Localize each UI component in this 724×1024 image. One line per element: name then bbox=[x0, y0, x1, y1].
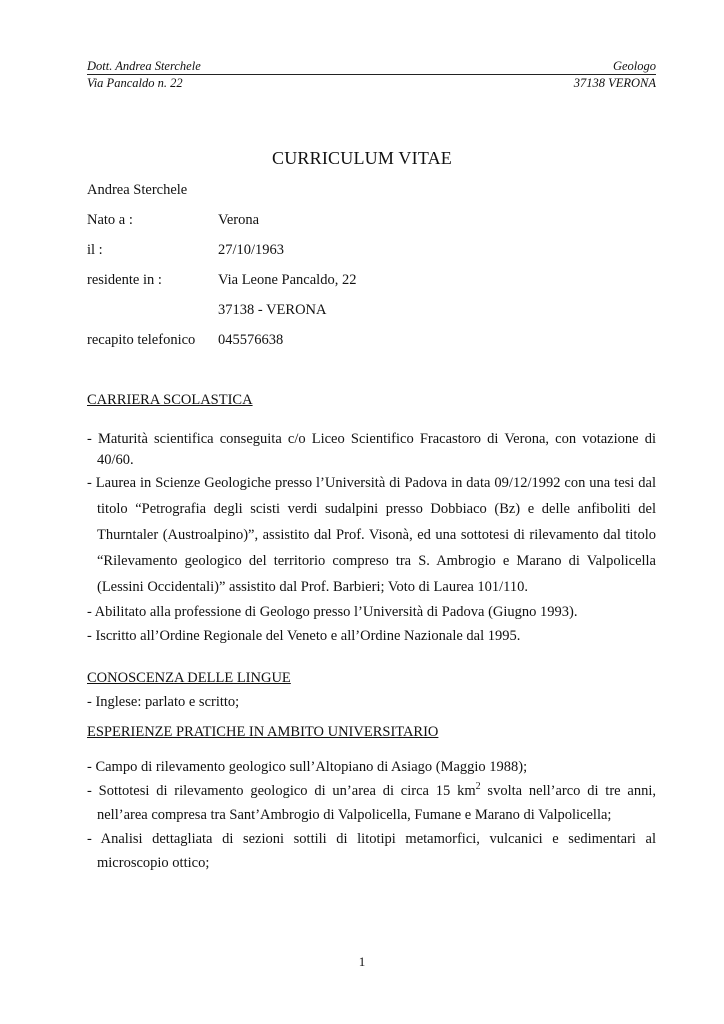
full-name: Andrea Sterchele bbox=[87, 182, 188, 198]
header-city: 37138 VERONA bbox=[573, 76, 656, 90]
superscript: 2 bbox=[475, 781, 481, 793]
experience-list bbox=[87, 755, 656, 875]
page-number: 1 bbox=[358, 954, 366, 969]
header-line-1 bbox=[87, 59, 656, 75]
experience-item-text: svolta nell’arco di tre anni, nell’area compresa tra Sant’Ambrogio di Valpolicella, Fumane e Marano di Valpolicella; bbox=[97, 783, 656, 823]
education-item: - Iscritto all’Ordine Regionale del Veneto e all’Ordine Nazionale dal 1995. bbox=[87, 628, 521, 644]
date-value: 27/10/1963 bbox=[218, 242, 285, 258]
residence-city: 37138 - VERONA bbox=[218, 302, 327, 318]
born-label: Nato a : bbox=[87, 212, 133, 228]
experience-item: - Analisi dettagliata di sezioni sottili di litotipi metamorfici, vulcanici e sedimentari al microscopio ottico; bbox=[87, 831, 656, 871]
residence-value: Via Leone Pancaldo, 22 bbox=[218, 272, 357, 288]
education-item: - Maturità scientifica conseguita c/o Liceo Scientifico Fracastoro di Verona, con votazione di 40/60. bbox=[87, 431, 656, 468]
languages-heading: CONOSCENZA DELLE LINGUE bbox=[87, 670, 291, 686]
education-list bbox=[87, 429, 656, 648]
education-item: - Laurea in Scienze Geologiche presso l’Università di Padova in data 09/12/1992 con una tesi dal titolo “Petrografia degli scisti verdi sudalpini presso Dobbiaco (Bz) e delle anfiboliti del Thurntaler (Austroalpino)”, assistito dal Prof. Visonà, ed una sottotesi di rilevamento dal titolo “Rilevamento geologico del territorio compreso tra S. Ambrogio e Marano di Valpolicella (Lessini Occidentali)” assistito dal Prof. Barbieri; Voto di Laurea 101/110. bbox=[87, 475, 656, 595]
document-title: CURRICULUM VITAE bbox=[272, 148, 452, 168]
header-address: Via Pancaldo n. 22 bbox=[87, 76, 183, 90]
experience-item-text: - Sottotesi di rilevamento geologico di un’area di circa 15 km bbox=[87, 783, 476, 799]
education-item: - Abilitato alla professione di Geologo presso l’Università di Padova (Giugno 1993). bbox=[87, 604, 578, 620]
date-label: il : bbox=[87, 242, 103, 258]
phone-label: recapito telefonico bbox=[87, 332, 196, 348]
residence-label: residente in : bbox=[87, 272, 162, 288]
education-heading: CARRIERA SCOLASTICA bbox=[87, 392, 253, 408]
experience-item: - Campo di rilevamento geologico sull’Altopiano di Asiago (Maggio 1988); bbox=[87, 759, 528, 775]
experience-heading: ESPERIENZE PRATICHE IN AMBITO UNIVERSITARIO bbox=[87, 724, 439, 740]
born-value: Verona bbox=[218, 212, 260, 228]
header-profession: Geologo bbox=[612, 59, 656, 73]
phone-value: 045576638 bbox=[218, 332, 284, 348]
languages-item: - Inglese: parlato e scritto; bbox=[87, 694, 240, 710]
experience-item bbox=[87, 779, 656, 827]
header-name: Dott. Andrea Sterchele bbox=[87, 59, 201, 73]
